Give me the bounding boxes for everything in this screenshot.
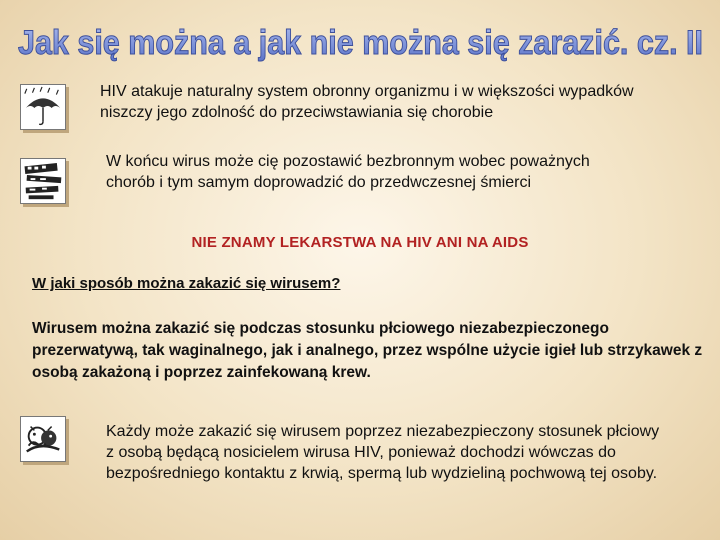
paragraph-defenseless: W końcu wirus może cię pozostawić bezbronnym wobec poważnych chorób i tym samym doprowadzić do przedwczesnej śmierci xyxy=(106,153,590,191)
no-cure-alert: NIE ZNAMY LEKARSTWA NA HIV ANI NA AIDS xyxy=(191,234,529,251)
paragraph-hiv-immune: HIV atakuje naturalny system obronny organizmu i w większości wypadków niszczy jego zdolność do przeciwstawiania się chorobie xyxy=(100,83,634,121)
slide-title xyxy=(0,6,720,68)
people-icon xyxy=(20,416,66,462)
paragraph-anyone-can: Każdy może zakazić się wirusem poprzez niezabezpieczony stosunek płciowy z osobą będącą nosicielem wirusa HIV, ponieważ dochodzi wówczas do bezpośredniego kontaktu z krwią, spermą lub wydzieliną pochwową tej osoby. xyxy=(106,423,660,482)
slide-title-text: Jak się można a jak nie można się zarazić. cz. II xyxy=(18,24,703,62)
answer-paragraph: Wirusem można zakazić się podczas stosunku płciowego niezabezpieczonego prezerwatywą, tak waginalnego, jak i analnego, przez wspólne użycie igieł lub strzykawek z osobą zakażoną i poprzez zainfekowaną krew. xyxy=(32,320,703,381)
question-heading: W jaki sposób można zakazić się wirusem? xyxy=(32,275,341,292)
sign-board-icon xyxy=(20,158,66,204)
umbrella-rain-icon xyxy=(20,84,66,130)
